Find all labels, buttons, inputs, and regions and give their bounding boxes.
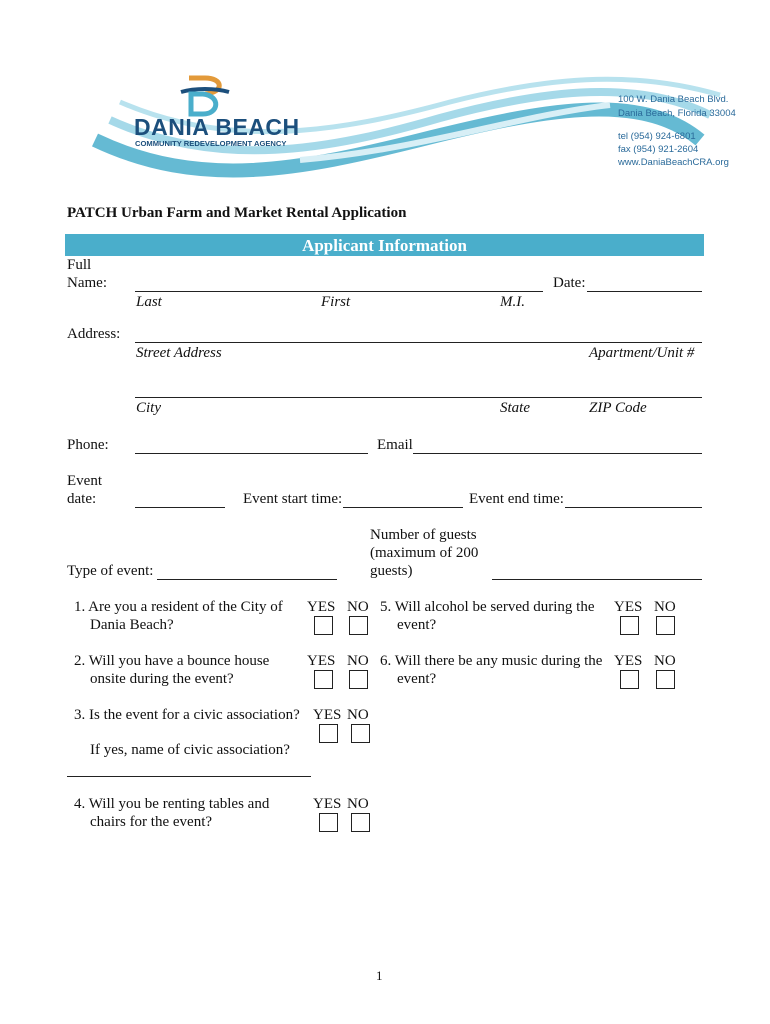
q6-yes-checkbox[interactable] (620, 670, 639, 689)
phone-label: Phone: (67, 437, 109, 453)
end-time-field[interactable] (565, 507, 702, 508)
full-name-field[interactable] (135, 291, 543, 292)
q3-yes-label: YES (313, 707, 342, 723)
q4-no-label: NO (347, 796, 369, 812)
full-name-label-2: Name: (67, 275, 107, 291)
question-2-line-2: onsite during the event? (90, 671, 234, 687)
question-3-line-1: 3. Is the event for a civic association? (74, 707, 300, 723)
mi-caption: M.I. (500, 294, 525, 310)
start-time-label: Event start time: (243, 491, 343, 507)
q6-no-label: NO (654, 653, 676, 669)
header (0, 0, 770, 190)
question-4-line-1: 4. Will you be renting tables and (74, 796, 270, 812)
fax-number: fax (954) 921-2604 (618, 144, 699, 155)
tel-number: tel (954) 924-6801 (618, 131, 696, 142)
full-name-label-1: Full (67, 257, 92, 273)
zip-caption: ZIP Code (589, 400, 647, 416)
state-caption: State (500, 400, 530, 416)
question-3-followup: If yes, name of civic association? (90, 742, 290, 758)
q4-no-checkbox[interactable] (351, 813, 370, 832)
org-name: DANIA BEACH (134, 114, 300, 140)
street-address-caption: Street Address (136, 345, 222, 361)
q3-no-checkbox[interactable] (351, 724, 370, 743)
event-date-label-2: date: (67, 491, 97, 507)
question-2-line-1: 2. Will you have a bounce house (74, 653, 270, 669)
q1-no-checkbox[interactable] (349, 616, 368, 635)
question-1-line-2: Dania Beach? (90, 617, 174, 633)
city-state-zip-field[interactable] (135, 397, 702, 398)
address-line-1: 100 W. Dania Beach Blvd. (618, 94, 729, 105)
logo-d-icon (175, 72, 235, 118)
q5-no-label: NO (654, 599, 676, 615)
question-6-line-1: 6. Will there be any music during the (380, 653, 603, 669)
city-caption: City (136, 400, 161, 416)
q1-yes-label: YES (307, 599, 336, 615)
event-date-field[interactable] (135, 507, 225, 508)
org-subtitle: COMMUNITY REDEVELOPMENT AGENCY (135, 139, 287, 148)
street-address-field[interactable] (135, 342, 702, 343)
email-label: Email (377, 437, 413, 453)
q2-no-label: NO (347, 653, 369, 669)
address-line-2: Dania Beach, Florida 33004 (618, 108, 736, 119)
page-number: 1 (376, 968, 383, 983)
last-name-caption: Last (136, 294, 162, 310)
email-field[interactable] (413, 453, 702, 454)
address-label: Address: (67, 326, 121, 342)
q3-no-label: NO (347, 707, 369, 723)
q6-no-checkbox[interactable] (656, 670, 675, 689)
q5-yes-label: YES (614, 599, 643, 615)
event-date-label-1: Event (67, 473, 102, 489)
question-4-line-2: chairs for the event? (90, 814, 213, 830)
question-5-line-1: 5. Will alcohol be served during the (380, 599, 595, 615)
date-field[interactable] (587, 291, 702, 292)
q2-yes-label: YES (307, 653, 336, 669)
q5-no-checkbox[interactable] (656, 616, 675, 635)
question-1-line-1: 1. Are you a resident of the City of (74, 599, 283, 615)
q4-yes-label: YES (313, 796, 342, 812)
q2-yes-checkbox[interactable] (314, 670, 333, 689)
civic-association-field[interactable] (67, 776, 311, 777)
q5-yes-checkbox[interactable] (620, 616, 639, 635)
apartment-caption: Apartment/Unit # (589, 345, 695, 361)
guests-label-3: guests) (370, 563, 413, 579)
date-label: Date: (553, 275, 586, 291)
q1-yes-checkbox[interactable] (314, 616, 333, 635)
question-6-line-2: event? (397, 671, 437, 687)
question-5-line-2: event? (397, 617, 437, 633)
q1-no-label: NO (347, 599, 369, 615)
section-title: Applicant Information (302, 236, 467, 255)
end-time-label: Event end time: (469, 491, 564, 507)
type-of-event-field[interactable] (157, 579, 337, 580)
type-of-event-label: Type of event: (67, 563, 154, 579)
guests-label-2: (maximum of 200 (370, 545, 479, 561)
q2-no-checkbox[interactable] (349, 670, 368, 689)
q3-yes-checkbox[interactable] (319, 724, 338, 743)
q6-yes-label: YES (614, 653, 643, 669)
phone-field[interactable] (135, 453, 368, 454)
website-link[interactable]: www.DaniaBeachCRA.org (618, 157, 729, 168)
guests-label-1: Number of guests (370, 527, 477, 543)
q4-yes-checkbox[interactable] (319, 813, 338, 832)
start-time-field[interactable] (343, 507, 463, 508)
first-name-caption: First (321, 294, 351, 310)
guests-field[interactable] (492, 579, 702, 580)
document-title: PATCH Urban Farm and Market Rental Application (67, 205, 407, 221)
